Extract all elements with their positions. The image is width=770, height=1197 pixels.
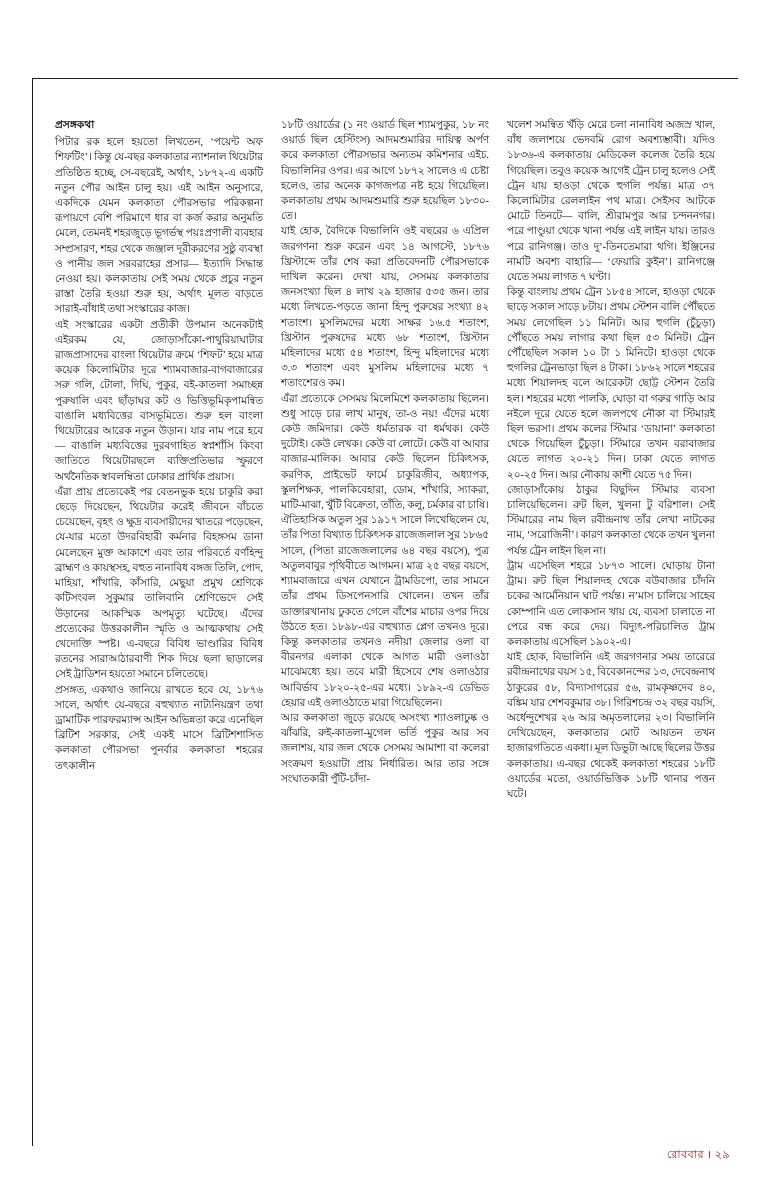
- paragraph: যাই হোক, বৈদিকে বিভালিনি ওই বছরের ৬ এপ্রিল জরগণনা শুরু করেন এবং ১৪ আগস্টে, ১৮৭৬ খ্রিস্টাব্দে তাঁর শেষ করা প্রতিবেদনটি পৌরসভাকে দাখিল করেন। দেখা যায়, সেসময় কলকাতার জনসংখ্যা ছিল ৪ লাখ ২৯ হাজার ৫৩৫ জন। তার মধ্যে লিখতে-পড়তে জানা হিন্দু পুরুষের সংখ্যা ৪২ শতাংশ। মুসলিমদের মধ্যে সাক্ষর ১৬.৫ শতাংশ, খ্রিস্টান পুরুষদের মধ্যে ৬৮ শতাংশ, খ্রিস্টান মহিলাদের মধ্যে ৫৪ শতাংশ, হিন্দু মহিলাদের মধ্যে ৩.৩ শতাংশ এবং মুসলিম মহিলাদের মধ্যে ৭ শতাংশেরও কম।: [281, 226, 489, 390]
- paragraph: খলেশ সমন্বিত খঁড়ি মেরে চলা নানাবিধ অজস্র খাল, বাঁধ জলাশয়ে ভেদবমি রোগ অবশ্যম্ভাবী। যদিও ১৮৩৬-এ কলকাতায় মেডিকেল কলেজ তৈরি হয়ে গিয়েছিল। তবুও কয়েক আগেই ট্রেন চালু হলেও সেই ট্রেন যায় হাওড়া থেকে হুগলি পর্যন্ত। মাত্র ৩৭ কিলোমিটার রেললাইন পথ মাত্র। সেইসব আটকে মোটে তিনটে— বালি, শ্রীরামপুর আর চন্দননগর। পরে পাণ্ডুয়া থেকে খানা পর্যন্ত এই লাইন যায়। তারও পরে রানিগঞ্জ। তাও দু’-তিনতেমারা থগি। ইঞ্জিনের নামটি অবশ্য বাহারি— ‘ফেয়ারি কুইন’। রানিগঞ্জে যেতে সময় লাগত ৭ ঘণ্টা।: [507, 120, 715, 284]
- paragraph: এই সংস্কারের একটা প্রতীকী উপমান অনেকটাই এইরকম যে, ‍জোড়াসাঁকো-পাথুরিয়াঘাটার রাজপ্রাসাদের বাংলা থিয়েটার ক্রমে ‘শিফট’ হয়ে মাত্র কয়েক কিলোমিটার দূরে শ্যামবাজার-বাগবাজারের সরু গলি, টোলা, দিঘি, পুকুর, বই-কাতলা সমাচ্ছন্ন পুরুষালি এবং ছাঁড়াঘর কট ও ভিত্তিভূমিকৃপামন্বিত বাঙালি মধ্যবিত্তের বাসভূমিতে। শুরু হল বাংলা থিয়েটারের আরেক নতুন উড়ান। যার নাম পরে হবে— বাঙালি মধ্যবিত্তের দুরবগাহিত স্বপ্নশাঁসি কিংবা জাতিতে থিয়েটারছলে ব্যক্তিপ্রতিভার স্ফুরণে অর্থনৈতিক স্বাবলম্বিতা ঢোকার প্রার্থিক প্রয়াস।: [55, 319, 263, 483]
- text-column-3: [507, 118, 715, 1118]
- paragraph: পিটার রক হলে হয়তো লিখতেন, ‘পয়েন্ট অফ শিফটিং’। কিন্তু যে-বছর কলকাতার ন্যাশনাল থিয়েটার প্রতিষ্ঠিত হচ্ছে, সে-বছরেই, অর্থাৎ, ১৮৭২-এ একটি নতুন পৌর আইন চালু হয়। এই আইন অনুসারে, একদিকে যেমন কলকাতা পৌরসভার পরিকল্পনা রূপায়ণে বেশি পরিমাণে ধার বা কর্জ করার অনুমতি মেলে, তেমনই শহরজুড়ে ভূগর্ভস্থ পয়ঃপ্রণালী ব্যবহার সম্প্রসারণ, শহর থেকে জঞ্জাল দূরীকরণের সুষ্ঠু ব্যবস্থা ও পানীয় জল সরবরাহের প্রসার— ইত্যাদি সিদ্ধান্ত নেওয়া হয়। কলকাতায় সেই সময় থেকে প্রচুর নতুন রাস্তা তৈরি হওয়া শুরু হয়, অর্থাৎ মূলত বাড়তে সারাই-বাঁধাই তথা সংস্কারের কাজ।: [55, 137, 263, 316]
- text-column-2: [281, 118, 489, 1118]
- magazine-name: রোববার: [666, 1149, 705, 1161]
- footer-separator: ।: [707, 1149, 712, 1161]
- paragraph: জোড়াসাঁকোয় ঠাকুর বিছুদিন স্টিমার ব্যবসা চালিয়েছিলেন। রুট ছিল, খুলনা টু বরিশাল। সেই স্টিমারের নাম ছিল রবীন্দ্রনাথ তাঁর লেখা নাটকের নাম, ‘সরোজিনী’। কারণ কলকাতা থেকে তখন খুলনা পর্যন্ত ট্রেন লাইন ছিল না।: [507, 484, 715, 557]
- page-footer: [667, 1146, 730, 1165]
- paragraph: কিন্তু বাংলায় প্রথম ট্রেন ১৮৫৪ সালে, হাওড়া থেকে ছাড়ে সকাল সাড়ে ৮টায়। প্রথম স্টেশন বালি পৌঁছতে সময় লেগেছিল ১১ মিনিট। আর হুগলি (চুঁচুড়া) পৌঁছতে সময় লাগার কথা ছিল ৫৩ মিনিট। ট্রেন পৌঁছেছিল সকাল ১০ টা ১ মিনিটে। হাওড়া থেকে হুগলির ট্রেনভাড়া ছিল ৪ টাকা। ১৮৬২ সালে শহরের মধ্যে শিয়ালদহ বলে আরেকটা ছোট্ট স্টেশন তৈরি হল। শহরের মধ্যে পালকি, ঘোড়া বা গরুর গাড়ি আর নইলে দূরে যেতে হলে জলপথে নৌকা বা স্টিমারই ছিল ভরসা। প্রথম কলের স্টিমার ‘ডায়ানা’ কলকাতা থেকে গিয়েছিল চুঁচুড়া। স্টিমারে তখন বরাবাজার যেতে লাগত ২০-২১ দিন। ঢাকা যেতে লাগত ২০-২৫ দিন। আর নৌকায় কাশী যেতে ৭৫ দিন।: [507, 287, 715, 481]
- section-title: প্রসঙ্গকথা: [55, 120, 95, 131]
- paragraph: ঐতিহাসিক অতুল সুর ১৯১৭ সালে লিখেছিলেন যে, তাঁর পিতা বিখ্যাত চিকিৎসক রাজেজলাল সুর ১৮৬৫ সালে, (পিতা রাজেজলালের ৬৪ বছর বয়সে), পুত্র অতুলবাবুর পৃথিবীতে আগমন। মাত্র ২৫ বছর বয়সে, শ্যামবাজারে এখন যেখানে ট্রামডিপো, তার সামনে তাঁর প্রথম ডিসপেনসারি খোলেন। তখন তাঁর ডাক্তারখানায় ঢুকতে গেলে বাঁশের মাচার ওপর দিয়ে উঠতে হত। ১৮৯৮-এর বহুখ্যাত প্লেগ তখনও দূরে। কিন্তু কলকাতার তখনও নদীয়া জেলার ওলা বা বীরনগর এলাকা থেকে আগত মারী ওলাওঠা মাঝেমধ্যে হয়। তবে মারী হিসেবে শেষ ওলাওঠার আবির্ভাব ১৮২০-২৫-এর মধ্যে। ১৮৯২-এ ডেভিড হেয়ার এই ওলাওঠাতে মারা গিয়েছিলেন।: [281, 515, 489, 709]
- paragraph: এঁরা প্রত্যেকে সেসময় মিলেমিশে কলকাতায় ছিলেন। শুধু সাড়ে চার লাখ মানুষ, তা-ও নয়! এঁদের মধ্যে কেউ জমিদার। কেউ ধর্মতারক বা ধর্মথক। কেউ দুটোই। কেউ লেখক। কেউ বা লোটে। কেউ বা আবার বাজার-মালিক। আবার কেউ ছিলেন চিকিৎসক, করণিক, প্রাইভেট ফার্মে চাকুরিজীব, অধ্যাপক, স্কুলশিক্ষক, পালকিবেহারা, ডোম, শাঁখারি, স্যাকরা, মাটি-মাঝা, খুঁটি বিক্রেতা, তাঁতি, কলু, চর্মকার বা চাষি।: [281, 393, 489, 512]
- left-rule: [32, 78, 33, 1146]
- section-title-paragraph: [55, 118, 263, 133]
- text-column-1: [55, 118, 263, 1118]
- paragraph: ১৮টি ওয়ার্ডের (১ নং ওয়ার্ড ছিল শ্যামপুকুর, ১৮ নং ওয়ার্ড ছিল হেস্টিংস) আদমশুমারির দায়িত্ব অর্পণ করে কলকাতা পৌরসভার অন্যতম কমিশনার এইচ. বিভালিনির ওপর। এর আগে ১৮৭২ সালেও এ চেষ্টা হলেও, তার অনেক কাগজপত্র নষ্ট হয়ে গিয়েছিল। কলকাতায় প্রথম আদমশুমারি শুরু হয়েছিল ১৮৩০-তে।: [281, 120, 489, 223]
- paragraph: ট্রাম এসেছিল শহরে ১৮৭৩ সালে। ঘোড়ায় টানা ট্রাম। রুট ছিল শিয়ালদহ থেকে বউবাজার চাঁদনি চকের আর্মেনিয়ান ঘাট পর্যন্ত। ন’মাস চালিয়ে সাহেব কোম্পানি এত লোকসান খায় যে, ব্যবসা চালাতে না পেরে বন্ধ করে দেয়। বিদ্যুৎ-পরিচালিত ট্রাম কলকাতায় এসেছিল ১৯০২-এ।: [507, 560, 715, 648]
- paragraph: যাই হোক, বিভালিনি এই জরগণনার সময় তারেরে রবীন্দ্রনাথের বয়স ১৫, বিবেকানন্দের ১৩, দেবেন্দ্রনাথ ঠাকুরের ৫৮, বিদ্যাসাগরের ৫৬, রামকৃষ্ণদেব ৪০, বঙ্কিম যার শেশবকুমার ৩৮। গিরিশচন্দ্র ৩২ বছর বয়সি, অর্ধেন্দুশেখর ২৬ আর অমৃতলালের ২৩। বিভালিনি দেখিয়েছেন, কলকাতার মোট আয়তন তখন হাজারগতিতে একধা। মূল ডিভুটা আছে ছিলের উত্তর কলকাতায়। এ-বছর থেকেই কলকাতা শহরের ১৮টি ওয়ার্ডের মতো, ওয়ার্ডভিত্তিক ১৮টি থানার পত্তন ঘটে।: [507, 652, 715, 800]
- paragraph: এঁরা প্রায় প্রত্যেকেই পর বেতনভুক হয়ে চাকুরি করা ছেড়ে দিয়েছেন, থিয়েটার করেই জীবনে বাঁচতে চেয়েছেন, বৃহৎ ও ক্ষুদ্র ব্যবসায়ীদের খাতরে পড়েছেন, যে-যার মতো উদরবিহারী কর্মনার বিহঙ্গসম ডানা মেলেছেন মুক্ত আকাশে এবং তার পরিবর্তে বর্ণহিন্দু ব্রাহ্মণ ও কায়স্থসহ, বহুত নানাবিধ বঙ্গজ তিলি, পোদ, মাহিয়া, শাঁখারি, কাঁসারি, মেছুয়া প্রমুখ শ্রেণিকে কটিসংবল সুকুমার তালিবানি শ্রেণিভেদে সেই উড়ানের আকস্মিক অপমৃত্যু ঘটেছে। এঁদের প্রত্যেকের উত্তরকালীন স্মৃতি ও আত্মকথায় সেই খেদোক্তি স্পষ্ট। এ-বছরে বিবিধ ভাণ্ডারির বিবিধ রতনের সারাআঠারবাণী শিক দিয়ে ছলা ছাড়ালের সেই ট্রাডিশন হয়তো সমানে চলিতেছে।: [55, 486, 263, 681]
- paragraph: আর কলকাতা জুড়ে রয়েছে অসংখ্য শ্যাওলাঢুষ্ক ও ঝাঁঝরি, রুই-কাতলা-মুগেল ভর্তি পুকুর আর সব জলাশয়, যার জল থেকে সেসময় আমাশা বা কলেরা সংক্রমণ হওয়াটা প্রায় নির্ধারিত। আর তার সঙ্গে সংঘাতকারী পুঁটি-চাঁদা-: [281, 712, 489, 785]
- top-rule: [32, 78, 738, 79]
- page-number: ২৯: [714, 1149, 730, 1161]
- article-columns: [55, 118, 715, 1118]
- paragraph: প্রসঙ্গত, একথাও জানিয়ে রাখতে হবে যে, ১৮৭৬ সালে, অর্থাৎ যে-বছরে বহুখ্যাত নাট্যনিয়ন্ত্রণ তথা ড্রামাটিক পারফরম্যান্স আইন অভিন্নতা করে এনেছিল ব্রিটিশ সরকার, সেই একই মাসে ব্রিটিশশাসিত কলকাতা পৌরসভা পুনর্বার কলকাতা শহরের তৎকালীন: [55, 684, 263, 772]
